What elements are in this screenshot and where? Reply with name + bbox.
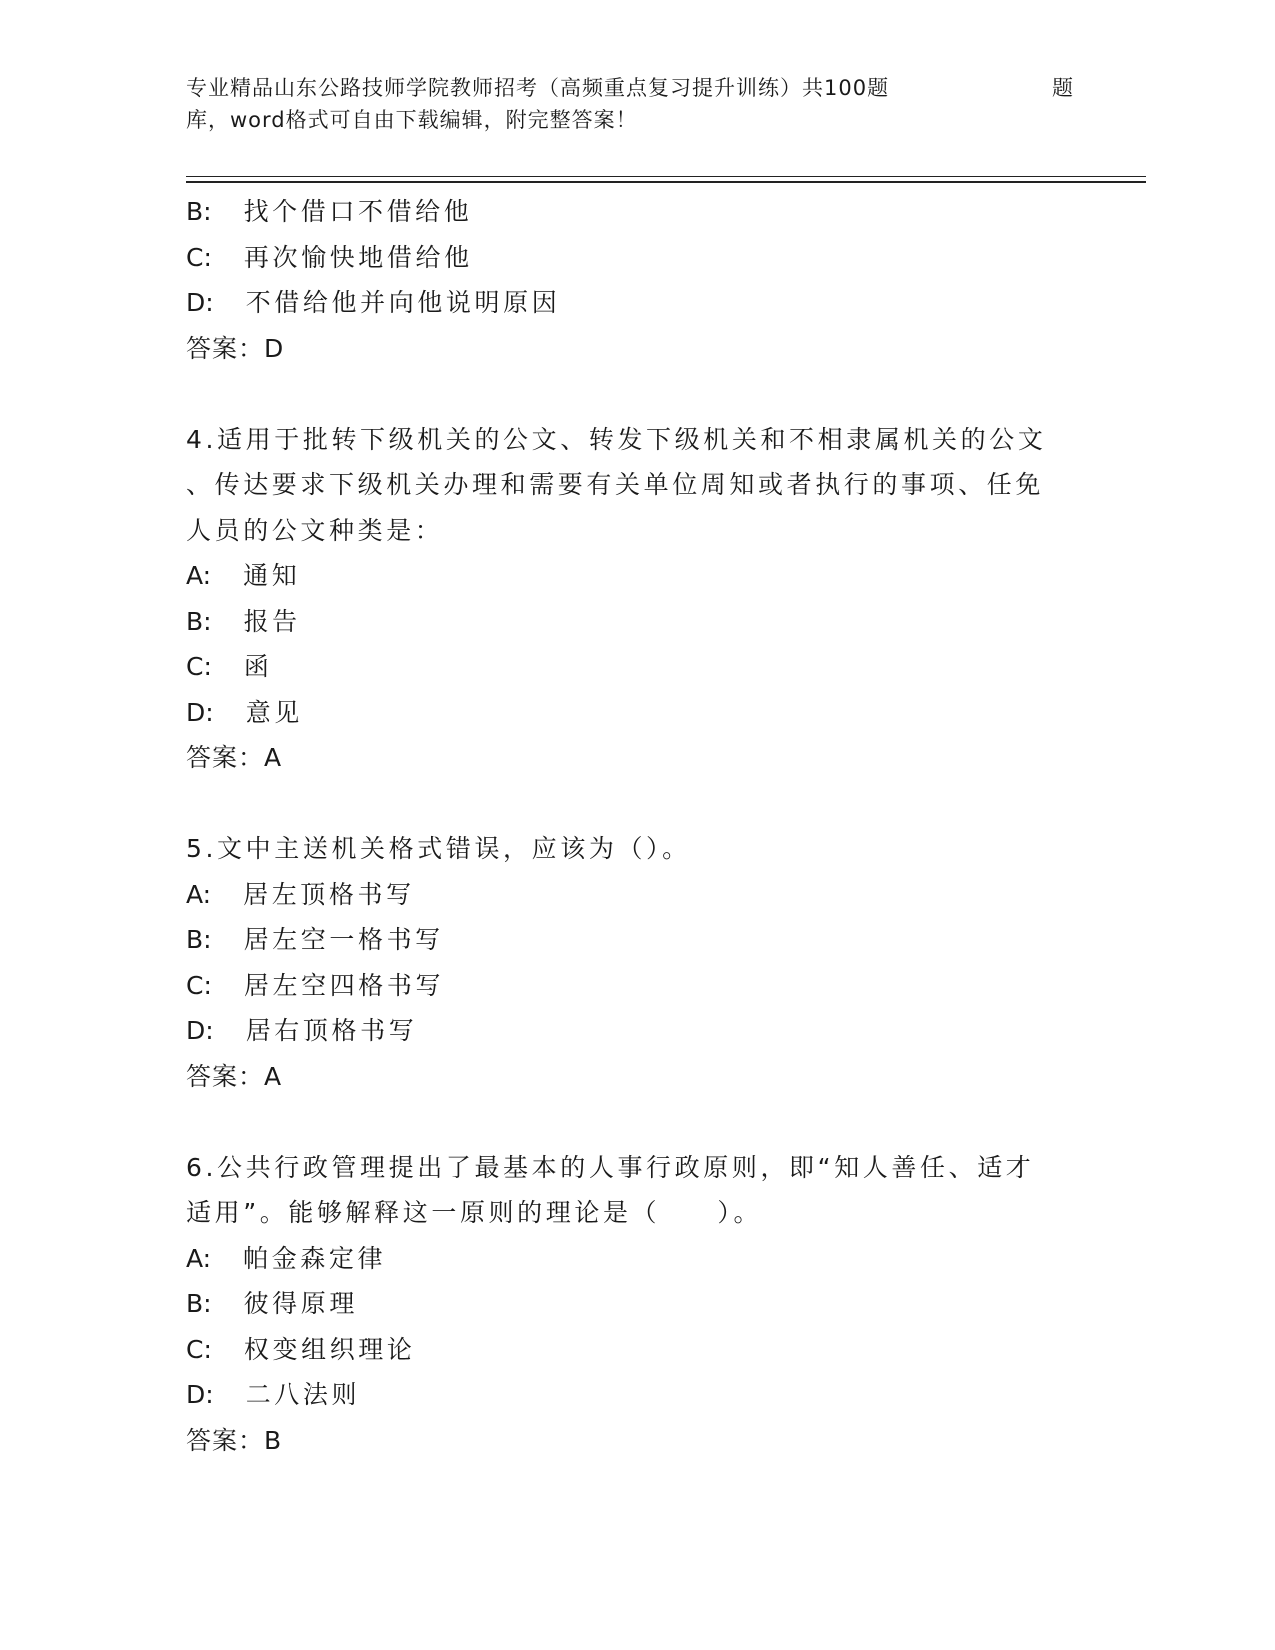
question-5 — [186, 826, 1056, 1099]
option-letter: C: — [186, 970, 212, 1000]
option-item — [186, 189, 1056, 235]
option-item — [186, 644, 1056, 690]
option-letter: B: — [186, 1289, 212, 1318]
header-line-2: 库，word格式可自由下载编辑，附完整答案！ — [186, 108, 638, 132]
option-item — [186, 690, 1056, 736]
option-item — [186, 1008, 1056, 1054]
header-title: 专业精品山东公路技师学院教师招考（高频重点复习提升训练）共100题 — [186, 76, 890, 100]
option-letter: D: — [186, 697, 214, 727]
answer-line: 答案：A — [186, 1061, 283, 1091]
answer-line: 答案：D — [186, 333, 285, 363]
option-text: 居左顶格书写 — [243, 879, 415, 909]
option-item — [186, 872, 1056, 918]
question-text-line: 5.文中主送机关格式错误，应该为（）。 — [186, 834, 691, 863]
option-text: 帕金森定律 — [243, 1243, 387, 1273]
option-text: 找个借口不借给他 — [243, 197, 473, 226]
option-letter: A: — [186, 879, 212, 909]
header-title-tail: 题 — [1052, 76, 1074, 100]
option-text: 居左空四格书写 — [243, 970, 445, 1000]
question-text-line: 人员的公文种类是： — [186, 515, 444, 545]
answer-line: 答案：B — [186, 1425, 283, 1455]
page-header — [186, 72, 1146, 136]
option-text: 权变组织理论 — [243, 1334, 416, 1364]
option-letter: A: — [186, 1243, 212, 1273]
option-text: 二八法则 — [245, 1380, 361, 1409]
option-text: 彼得原理 — [243, 1289, 358, 1318]
option-letter: D: — [186, 288, 214, 317]
option-text: 居右顶格书写 — [245, 1016, 418, 1045]
option-text: 再次愉快地借给他 — [243, 242, 473, 272]
option-item — [186, 280, 1056, 326]
option-item — [186, 235, 1056, 281]
option-item — [186, 963, 1056, 1009]
question-text-line: 4.适用于批转下级机关的公文、转发下级机关和不相隶属机关的公文 — [186, 424, 1047, 454]
option-letter: B: — [186, 925, 212, 954]
option-letter: B: — [186, 197, 212, 226]
option-text: 不借给他并向他说明原因 — [245, 288, 561, 317]
answer-line: 答案：A — [186, 743, 283, 772]
option-text: 居左空一格书写 — [243, 925, 444, 954]
option-letter: C: — [186, 242, 212, 272]
option-item — [186, 553, 1056, 599]
question-6 — [186, 1145, 1056, 1464]
question-text-line: 适用”。能够解释这一原则的理论是（ ）。 — [186, 1198, 763, 1227]
question-4 — [186, 417, 1056, 781]
option-letter: B: — [186, 606, 212, 636]
option-text: 通知 — [243, 561, 301, 590]
option-letter: C: — [186, 1334, 212, 1364]
option-item — [186, 599, 1056, 645]
option-item — [186, 1372, 1056, 1418]
question-content — [186, 189, 1056, 1463]
option-item — [186, 1281, 1056, 1327]
header-rule-thick — [186, 181, 1146, 183]
question-continued — [186, 189, 1056, 371]
question-text-line: 、传达要求下级机关办理和需要有关单位周知或者执行的事项、任免 — [186, 470, 1045, 499]
option-letter: D: — [186, 1380, 214, 1409]
question-text-line: 6.公共行政管理提出了最基本的人事行政原则，即“知人善任、适才 — [186, 1152, 1035, 1182]
option-text: 报告 — [243, 606, 301, 636]
option-letter: D: — [186, 1016, 214, 1045]
option-text: 函 — [243, 652, 273, 681]
option-item — [186, 1236, 1056, 1282]
option-letter: A: — [186, 561, 212, 590]
option-item — [186, 1327, 1056, 1373]
option-letter: C: — [186, 652, 212, 681]
option-item — [186, 917, 1056, 963]
option-text: 意见 — [245, 697, 303, 727]
header-line-1 — [186, 72, 1146, 104]
header-rule-thin — [186, 176, 1146, 177]
